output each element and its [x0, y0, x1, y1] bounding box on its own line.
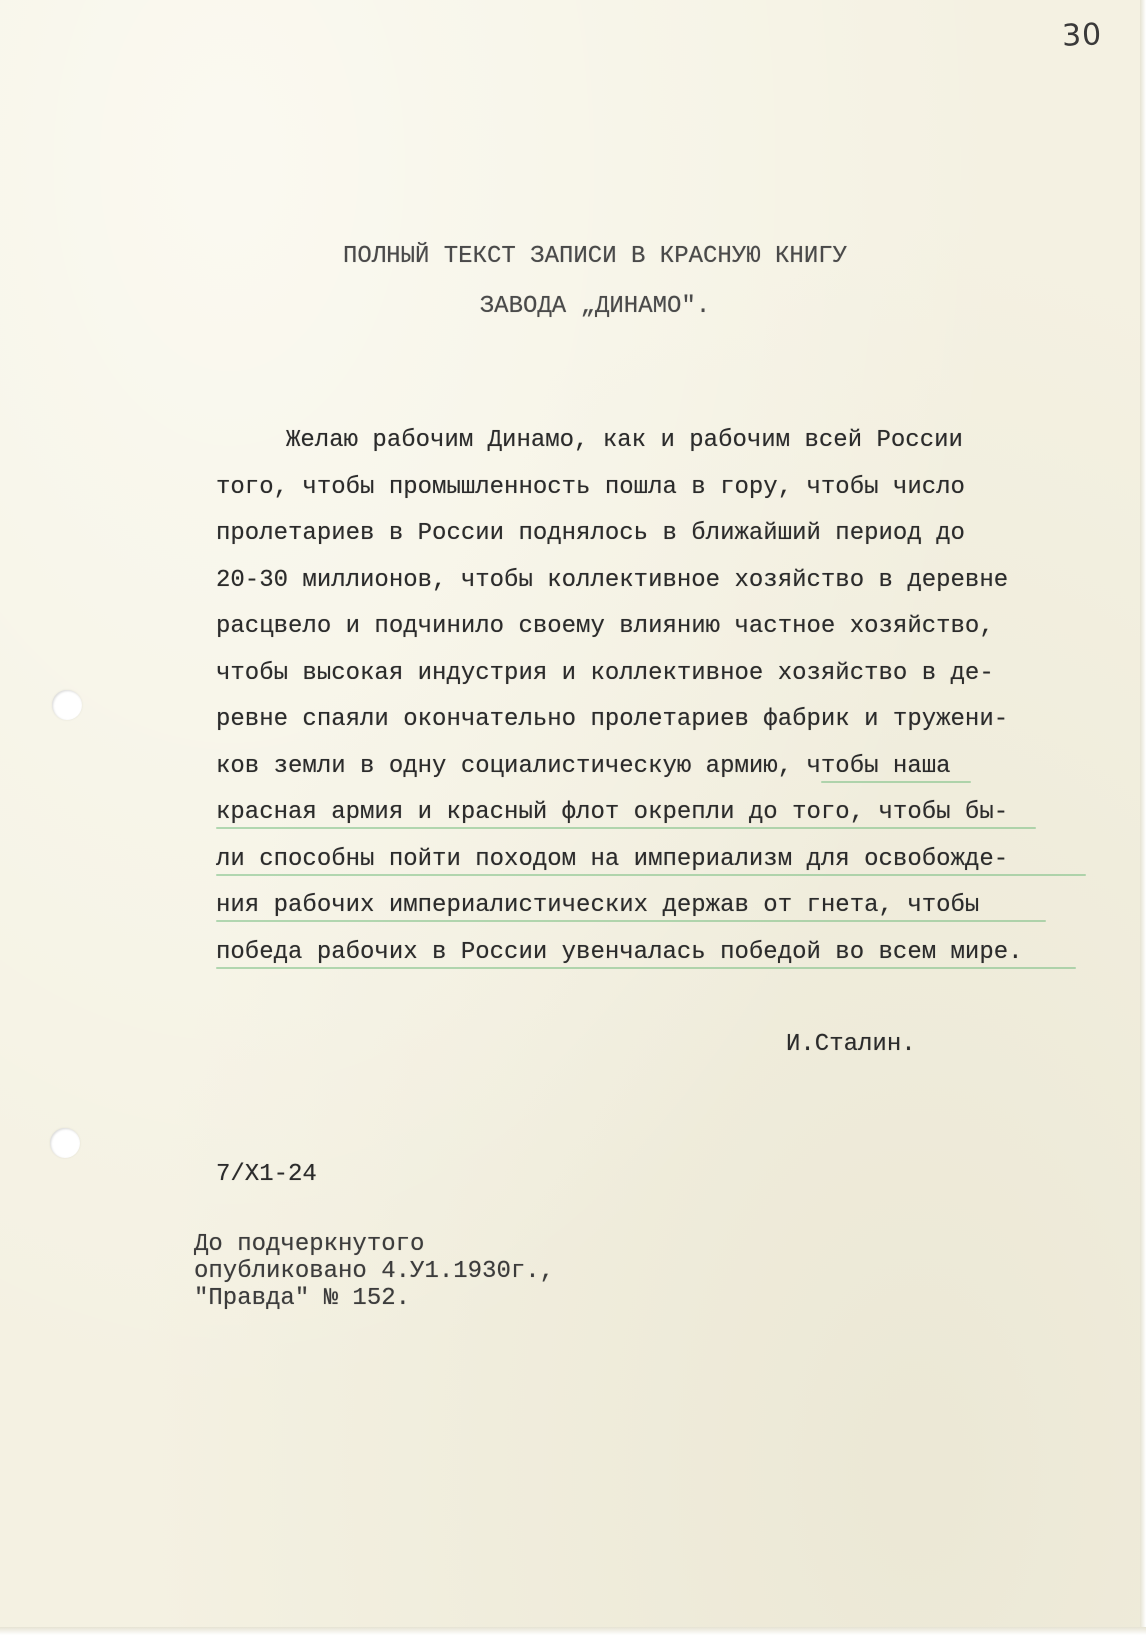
green-underline [216, 874, 1086, 876]
green-underline [216, 967, 1076, 969]
document-title [230, 232, 960, 332]
underlined-line-wrapper [216, 837, 1096, 884]
green-underline [821, 781, 971, 783]
body-line: того, чтобы промышленность пошла в гору, чтобы число [216, 473, 965, 501]
document-date: 7/X1-24 [216, 1161, 317, 1188]
page-edge-bottom [0, 1627, 1146, 1635]
page-edge-right [1140, 0, 1146, 1635]
note-line-2: опубликовано 4.У1.1930г., [194, 1258, 555, 1285]
note-line-1: До подчеркнутого [194, 1231, 425, 1258]
underlined-line-wrapper [216, 930, 1096, 977]
punch-hole-top [52, 690, 82, 720]
publication-note [194, 1231, 554, 1312]
green-underline [216, 827, 1036, 829]
note-line-3: "Правда" № 152. [194, 1285, 411, 1312]
body-line: Желаю рабочим Динамо, как и рабочим всей России [286, 427, 963, 454]
handwritten-page-number: 30 [1061, 17, 1103, 54]
signature: И.Сталин. [786, 1031, 916, 1058]
body-line: ков земли в одну социалистическую армию, чтобы наша [216, 752, 951, 780]
body-line: пролетариев в России поднялось в ближайший период до [216, 520, 965, 547]
body-line: победа рабочих в России увенчалась победой во всем мире. [216, 938, 1023, 966]
document-body [216, 418, 1096, 976]
body-line: ревне спаяли окончательно пролетариев фабрик и тружени- [216, 706, 1009, 733]
body-line: красная армия и красный флот окрепли до того, чтобы бы- [216, 799, 1009, 826]
title-line-1: ПОЛНЫЙ ТЕКСТ ЗАПИСИ В КРАСНУЮ КНИГУ [342, 243, 848, 270]
green-underline [216, 920, 1046, 922]
body-line: ния рабочих империалистических держав от гнета, чтобы [216, 892, 980, 919]
title-line-2: ЗАВОДА „ДИНАМО". [479, 293, 711, 320]
punch-hole-bottom [50, 1128, 80, 1158]
underlined-line-wrapper [216, 744, 1096, 791]
body-line: ли способны пойти походом на империализм для освобожде- [216, 845, 1009, 873]
body-line: 20-30 миллионов, чтобы коллективное хозяйство в деревне [216, 566, 1009, 594]
underlined-line-wrapper [216, 790, 1096, 837]
body-line: расцвело и подчинило своему влиянию частное хозяйство, [216, 613, 994, 640]
body-line: чтобы высокая индустрия и коллективное хозяйство в де- [216, 659, 994, 687]
underlined-line-wrapper [216, 883, 1096, 930]
